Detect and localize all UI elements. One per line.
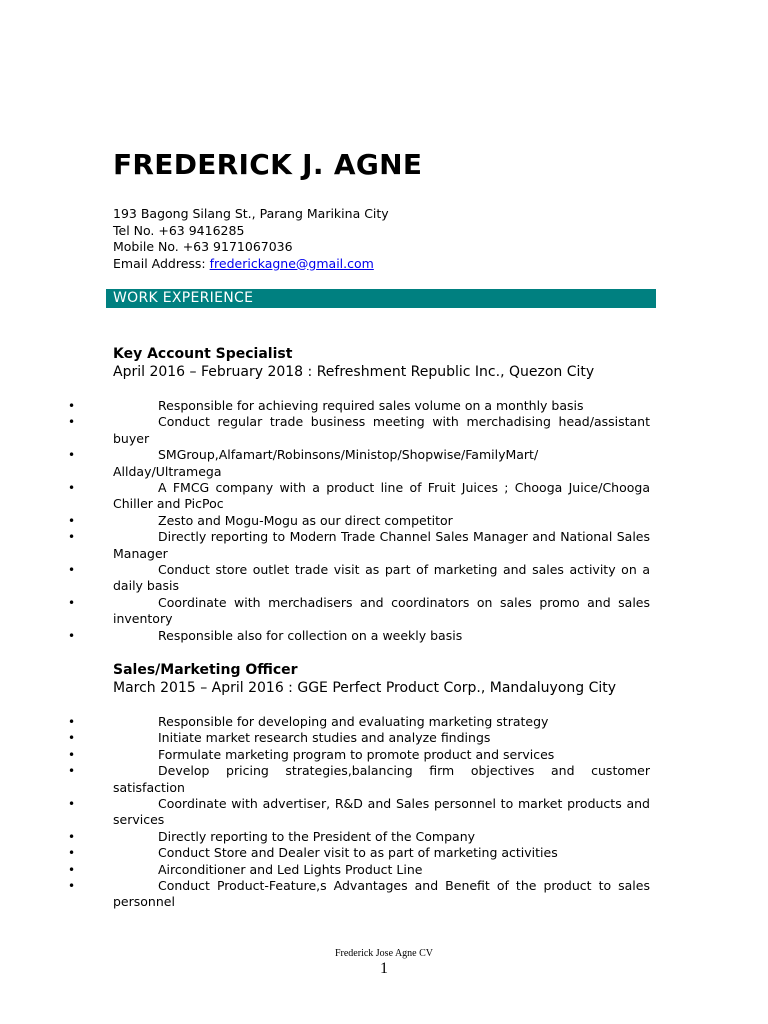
candidate-name: FREDERICK J. AGNE: [113, 148, 423, 181]
address: 193 Bagong Silang St., Parang Marikina City: [113, 206, 389, 221]
duty-item: [68, 414, 650, 447]
duty-item: [68, 796, 650, 829]
bullet-icon: •: [68, 764, 76, 779]
duty-text: SMGroup,Alfamart/Robinsons/Ministop/Shopwise/FamilyMart/ Allday/Ultramega: [113, 447, 539, 479]
duty-item: [68, 398, 650, 414]
job-title: Key Account Specialist: [113, 346, 293, 362]
duty-text: Coordinate with advertiser, R&D and Sales personnel to market products and services: [113, 796, 650, 828]
duty-text: Initiate market research studies and analyze findings: [158, 730, 491, 746]
duty-item: [68, 594, 650, 628]
duty-text: Conduct store outlet trade visit as part of marketing and sales activity on a daily basis: [113, 562, 650, 594]
job-entry-2: [68, 661, 650, 911]
duty-text: Directly reporting to the President of the Company: [158, 828, 476, 844]
duty-item: [68, 512, 650, 529]
duty-text: Airconditioner and Led Lights Product Line: [158, 861, 423, 877]
mobile: Mobile No. +63 9171067036: [113, 239, 293, 254]
bullet-icon: •: [68, 513, 76, 528]
bullet-icon: •: [68, 797, 76, 812]
duty-item: [68, 447, 650, 480]
duty-text: Responsible for developing and evaluating marketing strategy: [158, 714, 549, 729]
duty-text: Conduct regular trade business meeting with merchadising head/assistant buyer: [113, 414, 650, 446]
email-link[interactable]: frederickagne@gmail.com: [209, 255, 374, 271]
email-line: [113, 256, 389, 273]
email-label: Email Address:: [113, 255, 210, 271]
footer-page-number: 1: [380, 960, 388, 977]
duty-item: [68, 878, 650, 911]
bullet-icon: •: [68, 628, 76, 643]
section-header-work-experience: WORK EXPERIENCE: [106, 289, 656, 308]
telephone: Tel No. +63 9416285: [113, 222, 245, 238]
duty-text: A FMCG company with a product line of Fruit Juices ; Chooga Juice/Chooga Chiller and PicPoc: [113, 480, 650, 512]
duty-item: [68, 746, 650, 763]
duty-text: Responsible also for collection on a weekly basis: [158, 627, 463, 643]
bullet-icon: •: [68, 829, 76, 844]
contact-block: [113, 206, 389, 272]
bullet-icon: •: [68, 862, 76, 877]
bullet-icon: •: [68, 530, 76, 545]
bullet-icon: •: [68, 846, 76, 861]
job-meta: April 2016 – February 2018 : Refreshment Republic Inc., Quezon City: [113, 364, 595, 380]
duty-item: [68, 861, 650, 878]
bullet-icon: •: [68, 715, 76, 729]
duty-text: Zesto and Mogu-Mogu as our direct competitor: [158, 512, 453, 528]
bullet-icon: •: [68, 595, 76, 610]
duty-item: [68, 763, 650, 796]
duty-text: Responsible for achieving required sales volume on a monthly basis: [158, 398, 584, 413]
duty-text: Develop pricing strategies,balancing firm objectives and customer satisfaction: [113, 763, 650, 795]
duty-item: [68, 845, 650, 861]
duty-list: [68, 714, 650, 911]
job-entry-1: [68, 345, 650, 644]
job-meta: March 2015 – April 2016 : GGE Perfect Product Corp., Mandaluyong City: [113, 680, 617, 696]
bullet-icon: •: [68, 481, 76, 496]
duty-item: [68, 828, 650, 845]
bullet-icon: •: [68, 747, 76, 762]
duty-text: Coordinate with merchadisers and coordinators on sales promo and sales inventory: [113, 594, 650, 627]
duty-text: Conduct Product-Feature,s Advantages and Benefit of the product to sales personnel: [113, 878, 650, 910]
duty-item: [68, 529, 650, 562]
job-title: Sales/Marketing Officer: [113, 662, 298, 678]
duty-item: [68, 730, 650, 746]
duty-item: [68, 627, 650, 644]
bullet-icon: •: [68, 879, 76, 894]
bullet-icon: •: [68, 399, 76, 413]
bullet-icon: •: [68, 563, 76, 578]
duty-item: [68, 562, 650, 595]
footer-document-name: Frederick Jose Agne CV: [334, 948, 434, 959]
duty-item: [68, 714, 650, 730]
duty-text: Conduct Store and Dealer visit to as part of marketing activities: [158, 845, 558, 861]
bullet-icon: •: [68, 731, 76, 746]
duty-text: Formulate marketing program to promote product and services: [158, 746, 555, 762]
bullet-icon: •: [68, 415, 76, 430]
duty-item: [68, 480, 650, 513]
bullet-icon: •: [68, 448, 76, 463]
duty-list: [68, 398, 650, 644]
duty-text: Directly reporting to Modern Trade Channel Sales Manager and National Sales Manager: [113, 529, 650, 561]
